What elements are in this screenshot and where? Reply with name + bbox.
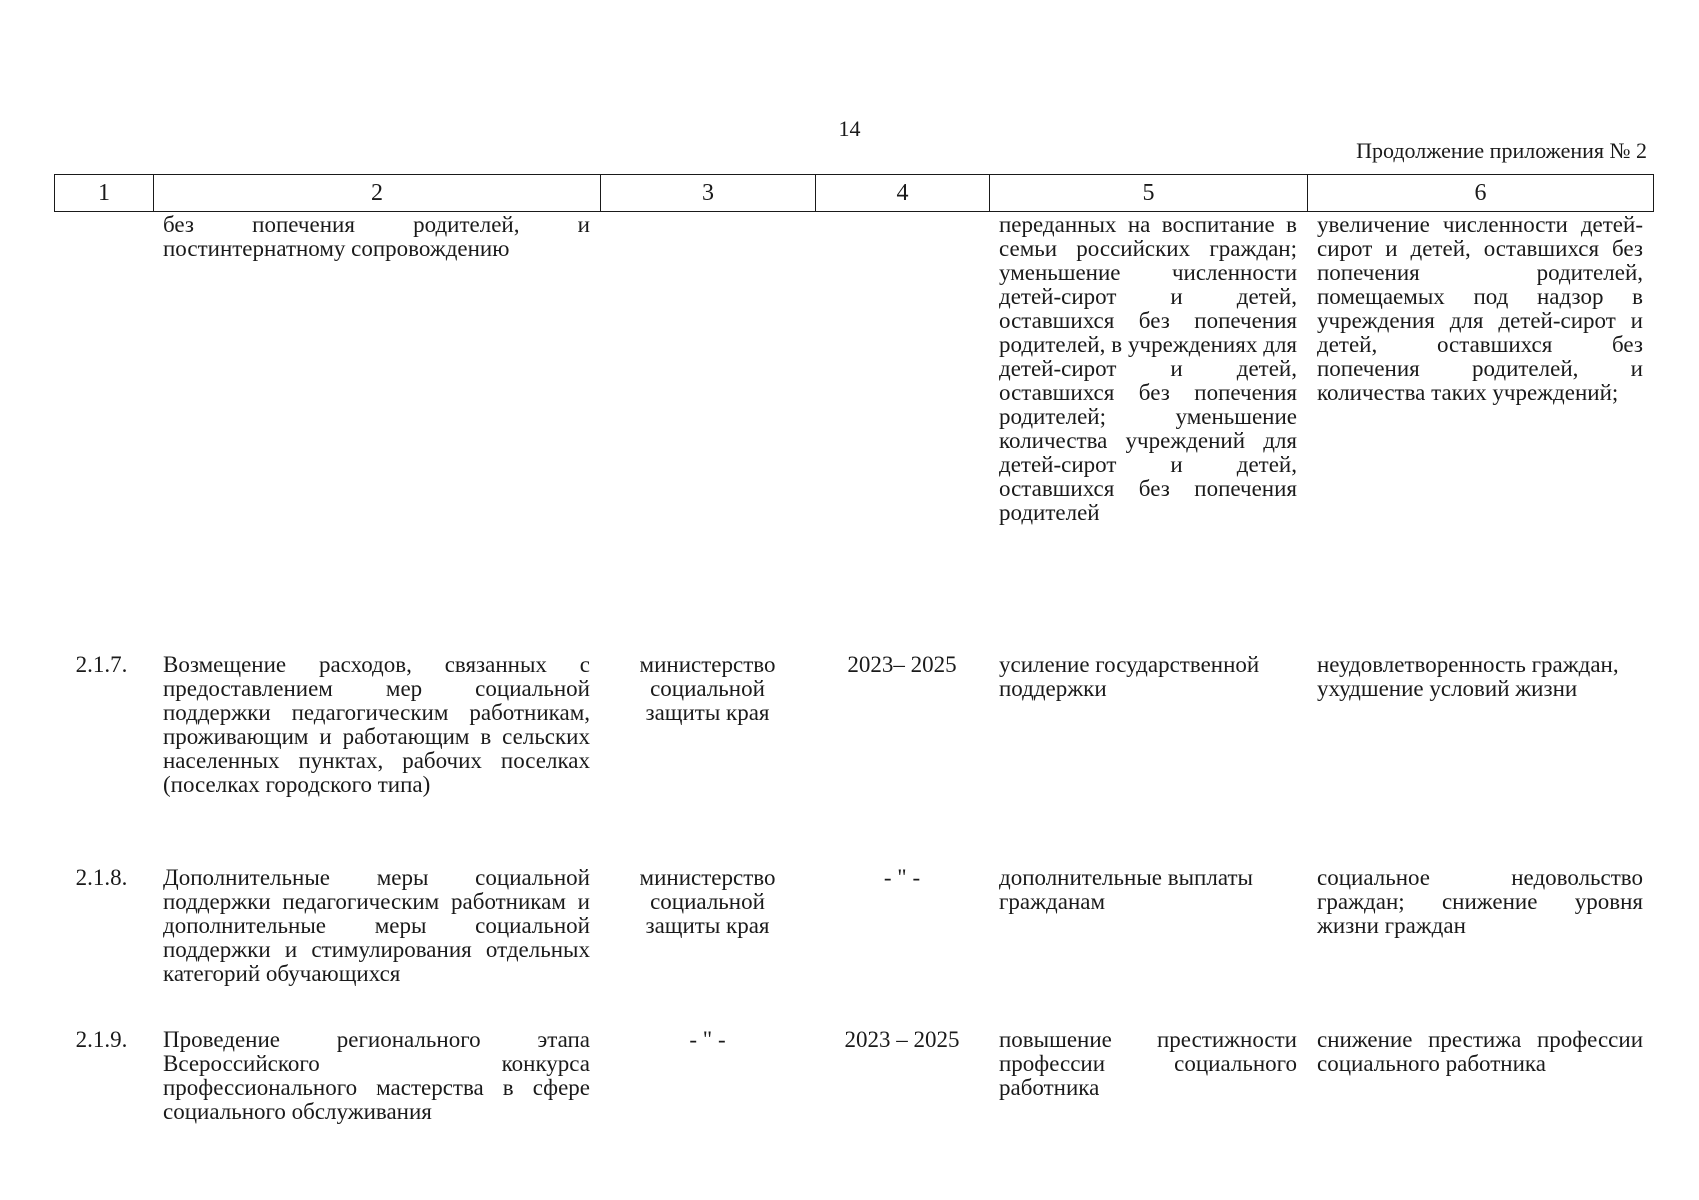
consequence-text: неудовлетворенность граждан, ухудшение условий жизни <box>1317 652 1619 701</box>
table-row <box>54 866 1653 1028</box>
table-body <box>54 213 1653 1148</box>
consequence-text: увеличение численности детей-сирот и детей, оставшихся без попечения родителей, помещаемых под надзор в учреждения для детей-сирот и детей, оставшихся без попечения родителей, и количества таких учреждений; <box>1317 212 1643 405</box>
header-col-6: 6 <box>1308 175 1654 212</box>
period-text: 2023 – 2025 <box>844 1027 960 1052</box>
executor-text <box>600 213 815 653</box>
row-number <box>54 213 153 653</box>
header-col-3: 3 <box>601 175 816 212</box>
period-text: - " - <box>883 865 921 890</box>
measure-text: Возмещение расходов, связанных с предоставлением мер социальной поддержки педагогическим работникам, проживающим и работающим в сельских населенных пунктах, рабочих поселках (поселках городского типа) <box>163 652 590 797</box>
consequence-text: социальное недовольство граждан; снижение уровня жизни граждан <box>1317 865 1643 938</box>
appendix-continuation-label: Продолжение приложения № 2 <box>1356 138 1647 163</box>
executor-text: министерство социальной защиты края <box>639 652 776 725</box>
consequence-text: снижение престижа профессии социального работника <box>1317 1027 1643 1076</box>
table-row <box>54 213 1653 653</box>
period-text: 2023– 2025 <box>847 652 957 677</box>
table-row <box>54 653 1653 866</box>
table-row <box>54 1028 1653 1148</box>
result-text: дополнительные выплаты гражданам <box>999 865 1253 914</box>
measure-text: Проведение регионального этапа Всероссийского конкурса профессионального мастерства в сфере социального обслуживания <box>163 1027 590 1124</box>
row-number: 2.1.8. <box>75 865 128 890</box>
header-col-1: 1 <box>55 175 154 212</box>
executor-text: министерство социальной защиты края <box>639 865 776 938</box>
result-text: переданных на воспитание в семьи российских граждан; уменьшение численности детей-сирот и детей, оставшихся без попечения родителей, в учреждениях для детей-сирот и детей, оставшихся без попечения родителей; уменьшение количества учреждений для детей-сирот и детей, оставшихся без попечения родителей <box>999 212 1297 525</box>
executor-text: - " - <box>689 1027 726 1052</box>
result-text: повышение престижности профессии социального работника <box>999 1027 1297 1100</box>
period-text <box>815 213 989 653</box>
column-number-header <box>54 174 1654 212</box>
result-text: усиление государственной поддержки <box>999 652 1260 701</box>
measure-text: Дополнительные меры социальной поддержки педагогическим работникам и дополнительные меры социальной поддержки и стимулирования отдельных категорий обучающихся <box>163 865 590 986</box>
row-number: 2.1.7. <box>75 652 128 677</box>
header-col-4: 4 <box>816 175 990 212</box>
page-number: 14 <box>838 116 861 141</box>
row-number: 2.1.9. <box>75 1027 128 1052</box>
header-col-2: 2 <box>154 175 601 212</box>
header-col-5: 5 <box>990 175 1308 212</box>
measure-text: без попечения родителей, и постинтернатному сопровождению <box>163 212 590 261</box>
